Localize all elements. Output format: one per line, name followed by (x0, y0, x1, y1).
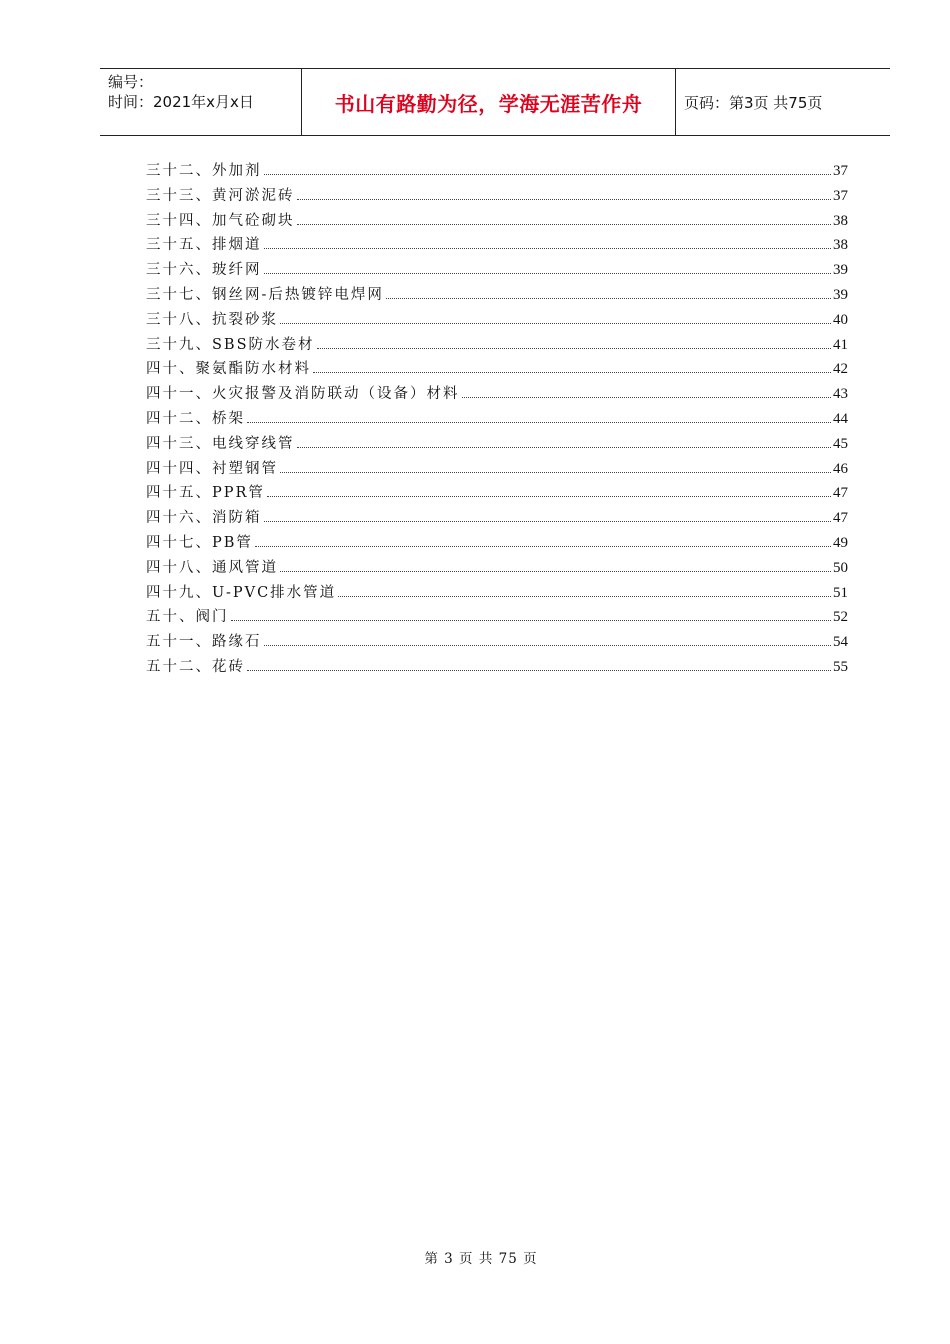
toc-entry[interactable] (146, 481, 848, 506)
toc-entry-label: 四十一、火灾报警及消防联动（设备）材料 (146, 386, 460, 403)
toc-dot-leader (264, 521, 832, 522)
toc-dot-leader (255, 546, 831, 547)
toc-dot-leader (280, 472, 831, 473)
toc-entry-label: 四十二、桥架 (146, 410, 245, 427)
header-motto: 书山有路勤为径，学海无涯苦作舟 (302, 69, 676, 135)
toc-entry-page: 38 (833, 237, 848, 254)
toc-entry-page: 44 (833, 410, 848, 427)
toc-entry-page: 51 (833, 584, 848, 601)
toc-entry[interactable] (146, 581, 848, 606)
header-page-info: 页码：第3页 共75页 (684, 93, 823, 112)
toc-entry-label: 三十四、加气砼砌块 (146, 212, 295, 229)
toc-dot-leader (247, 422, 831, 423)
toc-entry-page: 37 (833, 163, 848, 179)
toc-entry-page: 45 (833, 435, 848, 452)
toc-entry[interactable] (146, 283, 848, 308)
header-info-cell (100, 69, 302, 135)
toc-entry[interactable] (146, 308, 848, 333)
toc-entry-page: 52 (833, 609, 848, 626)
toc-entry[interactable] (146, 159, 848, 184)
toc-entry-page: 38 (833, 212, 848, 229)
page-header (100, 68, 890, 136)
toc-entry-label: 四十三、电线穿线管 (146, 435, 295, 452)
toc-dot-leader (297, 199, 832, 200)
toc-entry-page: 54 (833, 634, 848, 651)
toc-entry-page: 47 (833, 485, 848, 502)
toc-dot-leader (247, 670, 831, 671)
toc-dot-leader (264, 273, 832, 274)
toc-entry-label: 四十四、衬塑钢管 (146, 460, 278, 477)
page-footer: 第 3 页 共 75 页 (424, 1251, 538, 1267)
toc-dot-leader (313, 372, 831, 373)
toc-entry-page: 49 (833, 534, 848, 551)
toc-entry[interactable] (146, 605, 848, 630)
toc-entry[interactable] (146, 506, 848, 531)
toc-entry-label: 四十七、PB管 (146, 534, 253, 551)
toc-dot-leader (297, 224, 832, 225)
toc-entry-page: 42 (833, 361, 848, 378)
toc-entry-label: 三十二、外加剂 (146, 163, 262, 179)
toc-entry-page: 47 (833, 510, 848, 527)
toc-entry[interactable] (146, 407, 848, 432)
toc-entry[interactable] (146, 432, 848, 457)
toc-dot-leader (231, 620, 832, 621)
toc-entry[interactable] (146, 209, 848, 234)
toc-entry-label: 四十、聚氨酯防水材料 (146, 361, 311, 378)
toc-entry-label: 四十九、U-PVC排水管道 (146, 584, 337, 601)
toc-entry-page: 39 (833, 262, 848, 279)
toc-dot-leader (297, 447, 832, 448)
toc-entry-page: 40 (833, 311, 848, 328)
toc-entry[interactable] (146, 258, 848, 283)
toc-dot-leader (338, 596, 831, 597)
toc-entry[interactable] (146, 357, 848, 382)
toc-entry-label: 三十八、抗裂砂浆 (146, 311, 278, 328)
toc-entry-label: 三十六、玻纤网 (146, 262, 262, 279)
toc-entry[interactable] (146, 655, 848, 680)
toc-entry-page: 50 (833, 559, 848, 576)
toc-entry-label: 四十五、PPR管 (146, 485, 265, 502)
toc-entry[interactable] (146, 531, 848, 556)
toc-entry-label: 四十六、消防箱 (146, 510, 262, 527)
table-of-contents (146, 159, 848, 680)
toc-entry[interactable] (146, 233, 848, 258)
toc-entry-page: 43 (833, 386, 848, 403)
toc-entry[interactable] (146, 457, 848, 482)
document-number-label: 编号： (108, 73, 154, 91)
toc-entry-label: 三十七、钢丝网-后热镀锌电焊网 (146, 286, 384, 303)
toc-dot-leader (280, 571, 831, 572)
toc-dot-leader (264, 248, 832, 249)
toc-entry-label: 五十、阀门 (146, 609, 229, 626)
toc-entry[interactable] (146, 382, 848, 407)
toc-dot-leader (280, 323, 831, 324)
toc-entry-label: 四十八、通风管道 (146, 559, 278, 576)
toc-entry-page: 55 (833, 658, 848, 675)
toc-entry[interactable] (146, 184, 848, 209)
toc-entry-label: 五十二、花砖 (146, 658, 245, 675)
toc-entry-page: 46 (833, 460, 848, 477)
toc-dot-leader (386, 298, 831, 299)
toc-entry[interactable] (146, 333, 848, 358)
toc-entry-page: 39 (833, 286, 848, 303)
toc-entry[interactable] (146, 556, 848, 581)
toc-entry-label: 三十三、黄河淤泥砖 (146, 187, 295, 204)
toc-entry-page: 37 (833, 187, 848, 204)
toc-entry[interactable] (146, 630, 848, 655)
toc-dot-leader (317, 348, 831, 349)
document-time-label: 时间：2021年x月x日 (108, 93, 254, 111)
toc-dot-leader (264, 645, 832, 646)
toc-entry-label: 三十九、SBS防水卷材 (146, 336, 315, 353)
toc-entry-label: 五十一、路缘石 (146, 634, 262, 651)
toc-dot-leader (267, 496, 831, 497)
toc-entry-label: 三十五、排烟道 (146, 237, 262, 254)
toc-dot-leader (264, 174, 832, 175)
toc-dot-leader (462, 397, 832, 398)
toc-entry-page: 41 (833, 336, 848, 353)
